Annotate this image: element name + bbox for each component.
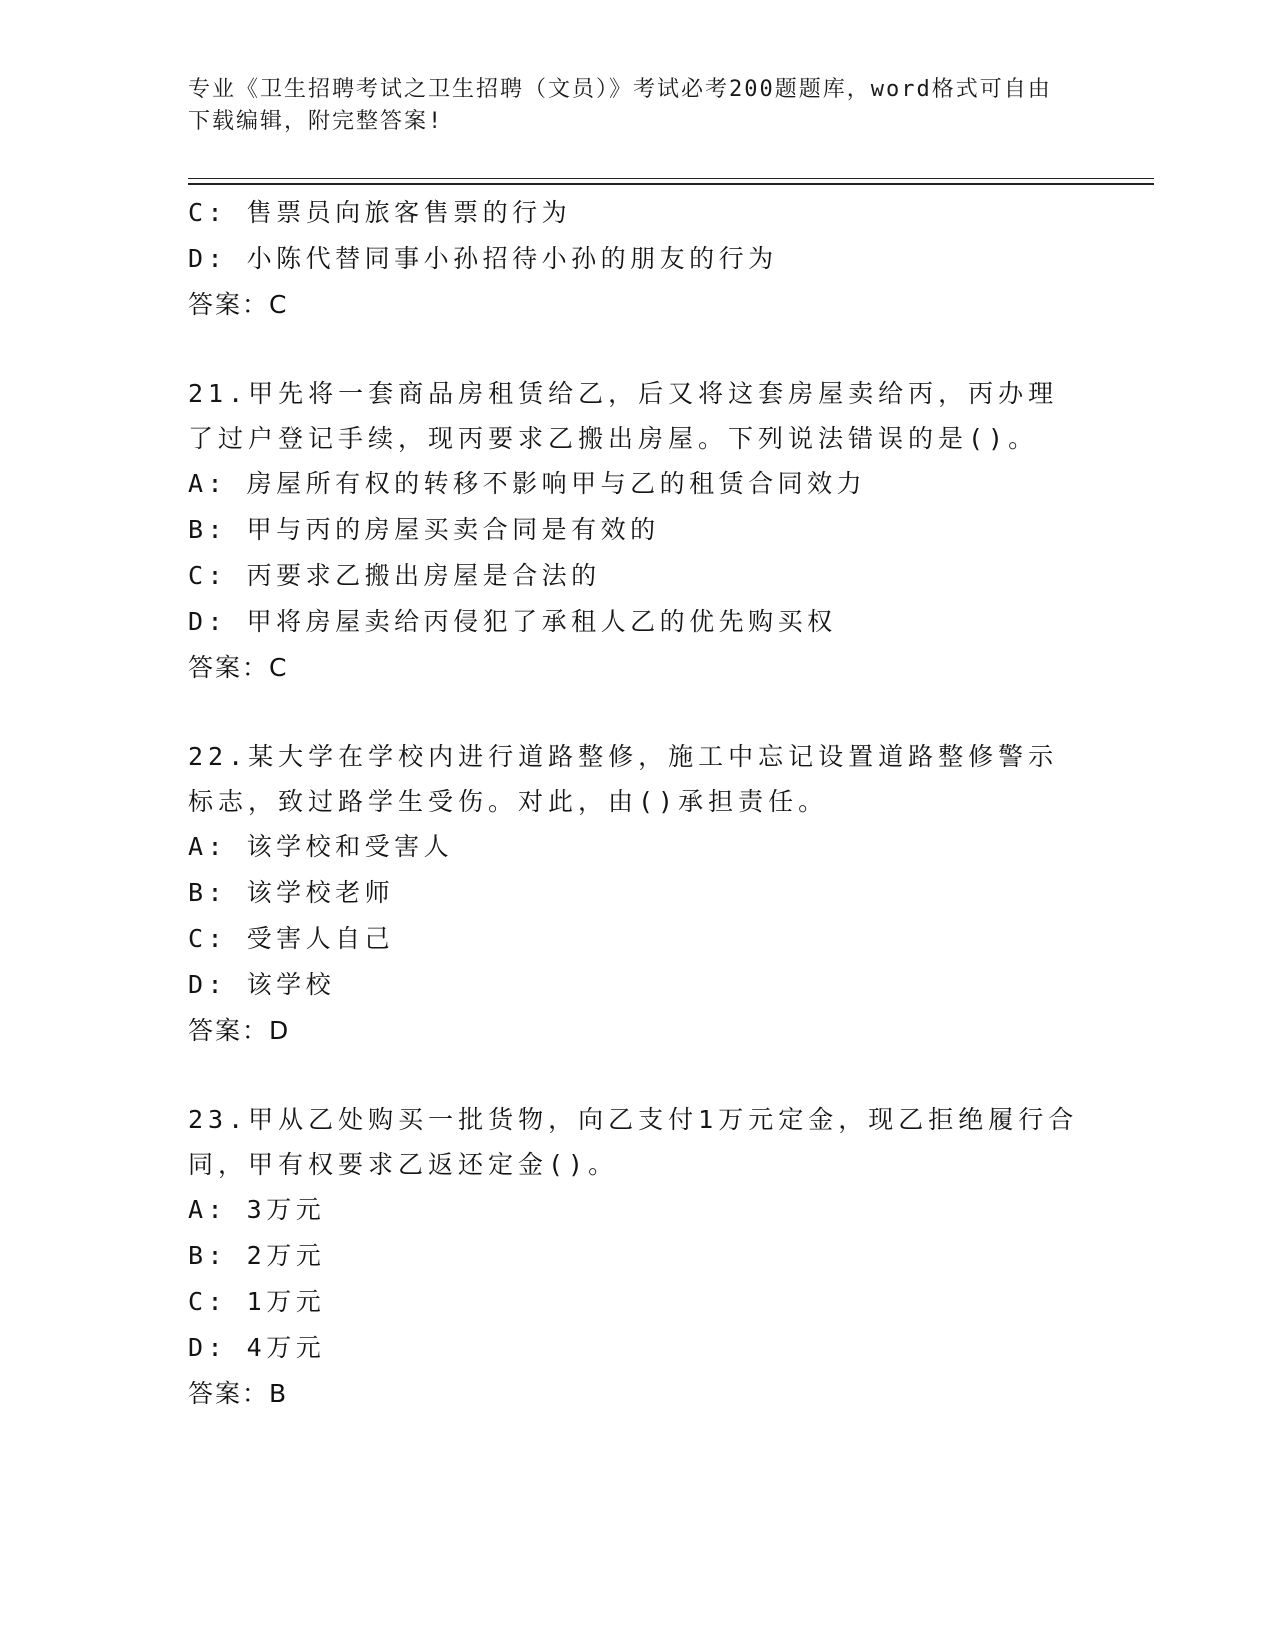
option-c: C: 1万元 [188,1287,326,1316]
spacer [188,691,1088,734]
question-23 [188,1097,1088,1417]
answer-line: 答案：C [188,290,289,319]
question-stem: 23.甲从乙处购买一批货物，向乙支付1万元定金，现乙拒绝履行合同，甲有权要求乙返还定金()。 [188,1105,1079,1179]
option-b: B: 甲与丙的房屋买卖合同是有效的 [188,515,660,544]
question-list [188,190,1088,1417]
option-b: B: 2万元 [188,1241,326,1270]
option-a: A: 该学校和受害人 [188,832,454,861]
option-d: D: 4万元 [188,1333,326,1362]
document-header: 专业《卫生招聘考试之卫生招聘（文员）》考试必考200题题库，word格式可自由下载编辑，附完整答案! [188,77,1052,134]
option-a: A: 房屋所有权的转移不影响甲与乙的租赁合同效力 [188,469,867,498]
spacer [188,328,1088,371]
option-c: C: 售票员向旅客售票的行为 [188,198,572,227]
header-rule-thick [188,183,1154,185]
spacer [188,1054,1088,1097]
option-a: A: 3万元 [188,1195,326,1224]
option-d: D: 甲将房屋卖给丙侵犯了承租人乙的优先购买权 [188,607,837,636]
question-20-continued [188,190,1088,328]
option-d: D: 该学校 [188,970,336,999]
option-c: C: 受害人自己 [188,924,395,953]
question-stem: 22.某大学在学校内进行道路整修，施工中忘记设置道路整修警示标志，致过路学生受伤。对此，由()承担责任。 [188,742,1059,816]
option-b: B: 该学校老师 [188,878,395,907]
answer-line: 答案：C [188,653,289,682]
header-rule-thin [188,178,1154,179]
option-d: D: 小陈代替同事小孙招待小孙的朋友的行为 [188,244,778,273]
answer-line: 答案：D [188,1016,291,1045]
answer-line: 答案：B [188,1379,289,1408]
question-22 [188,734,1088,1054]
option-c: C: 丙要求乙搬出房屋是合法的 [188,561,601,590]
question-stem: 21.甲先将一套商品房租赁给乙，后又将这套房屋卖给丙，丙办理了过户登记手续，现丙要求乙搬出房屋。下列说法错误的是()。 [188,379,1059,453]
question-21 [188,371,1088,691]
